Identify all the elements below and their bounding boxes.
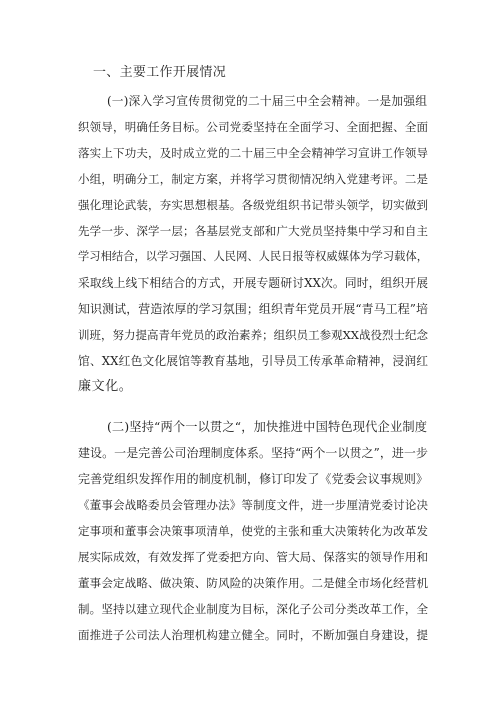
paragraph-1-line: 馆、XX红色文化展馆等教育基地，引导员工传承革命精神，浸润红 bbox=[78, 354, 428, 368]
paragraph-2-line: 制。坚持以建立现代企业制度为目标，深化子公司分类改革工作，全 bbox=[78, 602, 428, 616]
paragraph-2-line: (二)坚持“两个一以贯之“，加快推进中国特色现代企业制度 bbox=[107, 420, 427, 434]
paragraph-2-line: 完善党组织发挥作用的制度机制，修订印发了《党委会议事规则》 bbox=[78, 472, 428, 486]
paragraph-2-line: 面推进子公司法人治理机构建立健全。同时，不断加强自身建设，提 bbox=[78, 628, 428, 642]
paragraph-2-line: 定事项和董事会决策事项清单，使党的主张和重大决策转化为改革发 bbox=[78, 524, 428, 538]
paragraph-1-line: 廉文化。 bbox=[78, 379, 133, 394]
paragraph-1-line: 强化理论武装，夯实思想根基。各级党组织书记带头领学，切实做到 bbox=[78, 198, 428, 212]
paragraph-2-line: 董事会定战略、做决策、防风险的决策作用。二是健全市场化经营机 bbox=[78, 576, 428, 590]
paragraph-2-line: 建设。一是完善公司治理制度体系。坚持“两个一以贯之”，进一步 bbox=[78, 446, 428, 460]
paragraph-1-line: 先学一步、深学一层；各基层党支部和广大党员坚持集中学习和自主 bbox=[78, 224, 428, 238]
paragraph-1-line: (一)深入学习宣传贯彻党的二十届三中全会精神。一是加强组 bbox=[107, 94, 427, 108]
paragraph-1-line: 织领导，明确任务目标。公司党委坚持在全面学习、全面把握、全面 bbox=[78, 120, 428, 134]
paragraph-2-line: 《董事会战略委员会管理办法》等制度文件，进一步厘清党委讨论决 bbox=[78, 498, 428, 512]
paragraph-1-line: 落实上下功夫，及时成立党的二十届三中全会精神学习宣讲工作领导 bbox=[78, 146, 428, 160]
paragraph-1-line: 小组，明确分工，制定方案，并将学习贯彻情况纳入党建考评。二是 bbox=[78, 172, 428, 186]
section-heading: 一、主要工作开展情况 bbox=[93, 65, 227, 80]
paragraph-1-line: 知识测试，营造浓厚的学习氛围；组织青年党员开展“青马工程”培 bbox=[78, 302, 428, 316]
paragraph-1-line: 学习相结合，以学习强国、人民网、人民日报等权威媒体为学习载体， bbox=[78, 250, 428, 263]
paragraph-2-line: 展实际成效，有效发挥了党委把方向、管大局、保落实的领导作用和 bbox=[78, 550, 428, 564]
paragraph-1-line: 采取线上线下相结合的方式，开展专题研讨XX次。同时，组织开展 bbox=[78, 276, 428, 290]
paragraph-1-line: 训班，努力提高青年党员的政治素养；组织员工参观XX战役烈士纪念 bbox=[78, 328, 428, 342]
